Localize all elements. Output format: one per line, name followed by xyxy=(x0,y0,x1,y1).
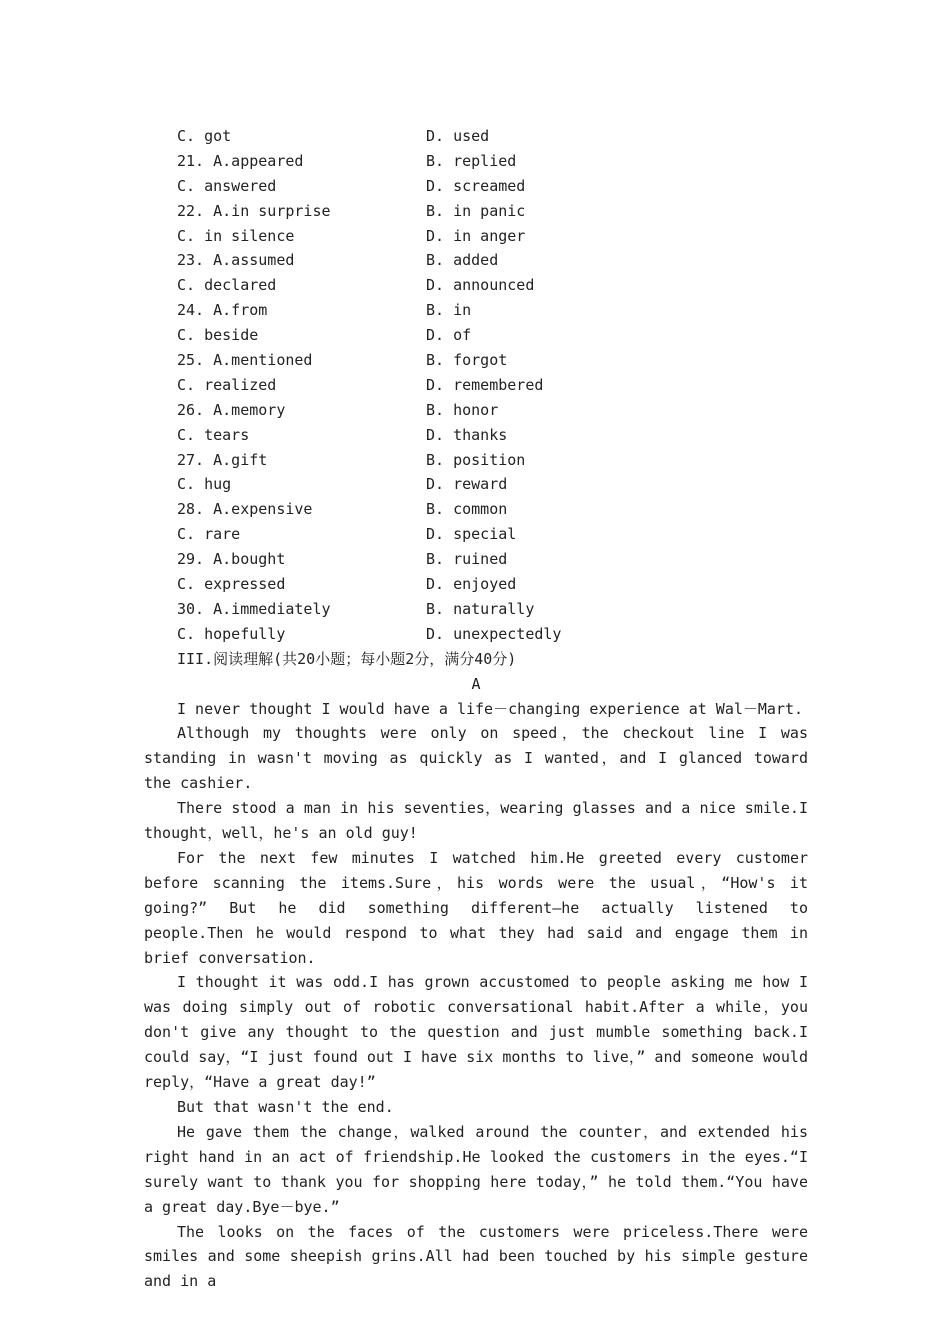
option-left: 30. A.immediately xyxy=(177,599,331,618)
option-right: D. of xyxy=(426,326,472,345)
option-row xyxy=(144,174,808,199)
option-right: D. used xyxy=(426,127,490,145)
passage-paragraph: Although my thoughts were only on speed，the checkout line I was standing in wasn't moving as quickly as I wanted，and I glanced toward the cashier. xyxy=(144,724,808,793)
option-row xyxy=(144,448,808,473)
passage-label: A xyxy=(471,674,481,693)
option-right: B. in xyxy=(426,301,472,320)
passage-paragraph: I thought it was odd.I has grown accustomed to people asking me how I was doing simply out of robotic conversational habit.After a while，you don't give any thought to the question and just mumble something back.I could say，“I just found out I have six months to live，” and someone would reply，“Have a great day!” xyxy=(144,973,808,1092)
option-left: 25. A.mentioned xyxy=(177,351,313,370)
option-left: 28. A.expensive xyxy=(177,500,313,519)
option-left: C. rare xyxy=(177,525,241,544)
option-row xyxy=(144,572,808,597)
option-right: D. thanks xyxy=(426,425,508,444)
option-right: B. in panic xyxy=(426,201,526,220)
passage-paragraph: I never thought I would have a life－changing experience at Wal－Mart. xyxy=(177,699,804,718)
option-row xyxy=(144,149,808,174)
option-row xyxy=(144,547,808,572)
option-right: D. special xyxy=(426,525,517,544)
option-right: D. in anger xyxy=(426,226,526,245)
document-page xyxy=(144,124,808,1294)
option-row xyxy=(144,124,808,149)
passage-paragraph: He gave them the change，walked around the counter，and extended his right hand in an act of friendship.He looked the customers in the eyes.“I surely want to thank you for shopping here today，” he told them.“You have a great day.Bye－bye.” xyxy=(144,1122,808,1216)
option-right: D. remembered xyxy=(426,375,544,394)
option-row xyxy=(144,323,808,348)
option-right: D. enjoyed xyxy=(426,575,517,594)
option-left: 29. A.bought xyxy=(177,550,286,569)
option-left: 21. A.appeared xyxy=(177,151,304,170)
option-left: 22. A.in surprise xyxy=(177,201,331,220)
option-right: B. replied xyxy=(426,151,517,170)
option-right: D. reward xyxy=(426,475,508,494)
option-row xyxy=(144,497,808,522)
option-right: D. screamed xyxy=(426,176,526,195)
option-row xyxy=(144,398,808,423)
option-left: C. realized xyxy=(177,375,277,394)
option-row xyxy=(144,522,808,547)
option-left: 27. A.gift xyxy=(177,450,268,469)
option-row xyxy=(144,622,808,647)
option-left: C. expressed xyxy=(177,575,286,594)
passage-paragraph: For the next few minutes I watched him.He greeted every customer before scanning the items.Sure，his words were the usual，“How's it going?” But he did something different—he actually listened to people.Then he would respond to what they had said and engage them in brief conversation. xyxy=(144,848,808,967)
option-left: C. beside xyxy=(177,326,259,345)
option-row xyxy=(144,373,808,398)
option-right: B. added xyxy=(426,251,499,270)
option-left: C. tears xyxy=(177,425,250,444)
option-right: D. unexpectedly xyxy=(426,624,562,643)
option-right: B. naturally xyxy=(426,599,535,618)
answer-options xyxy=(144,124,808,647)
option-row xyxy=(144,298,808,323)
section-heading: III.阅读理解(共20小题；每小题2分，满分40分) xyxy=(177,649,517,668)
option-left: 23. A.assumed xyxy=(177,251,295,270)
reading-passage xyxy=(144,697,808,1295)
option-right: B. forgot xyxy=(426,351,508,370)
option-row xyxy=(144,348,808,373)
option-right: B. position xyxy=(426,450,526,469)
option-row xyxy=(144,199,808,224)
option-right: B. ruined xyxy=(426,550,508,569)
option-row xyxy=(144,273,808,298)
option-row xyxy=(144,224,808,249)
option-row xyxy=(144,248,808,273)
passage-paragraph: But that wasn't the end. xyxy=(177,1098,394,1117)
passage-paragraph: The looks on the faces of the customers were priceless.There were smiles and some sheepish grins.All had been touched by his simple gesture and in a xyxy=(144,1222,808,1291)
option-left: C. hopefully xyxy=(177,624,286,643)
option-left: 26. A.memory xyxy=(177,400,286,419)
option-left: C. hug xyxy=(177,475,232,494)
option-left: C. in silence xyxy=(177,226,295,245)
option-row xyxy=(144,597,808,622)
option-row xyxy=(144,472,808,497)
option-right: B. common xyxy=(426,500,508,519)
passage-paragraph: There stood a man in his seventies，wearing glasses and a nice smile.I thought，well，he's an old guy! xyxy=(144,799,808,843)
option-left: C. got xyxy=(177,127,232,145)
option-left: C. declared xyxy=(177,276,277,295)
option-left: 24. A.from xyxy=(177,301,268,320)
option-right: B. honor xyxy=(426,400,499,419)
option-row xyxy=(144,423,808,448)
option-left: C. answered xyxy=(177,176,277,195)
option-right: D. announced xyxy=(426,276,535,295)
